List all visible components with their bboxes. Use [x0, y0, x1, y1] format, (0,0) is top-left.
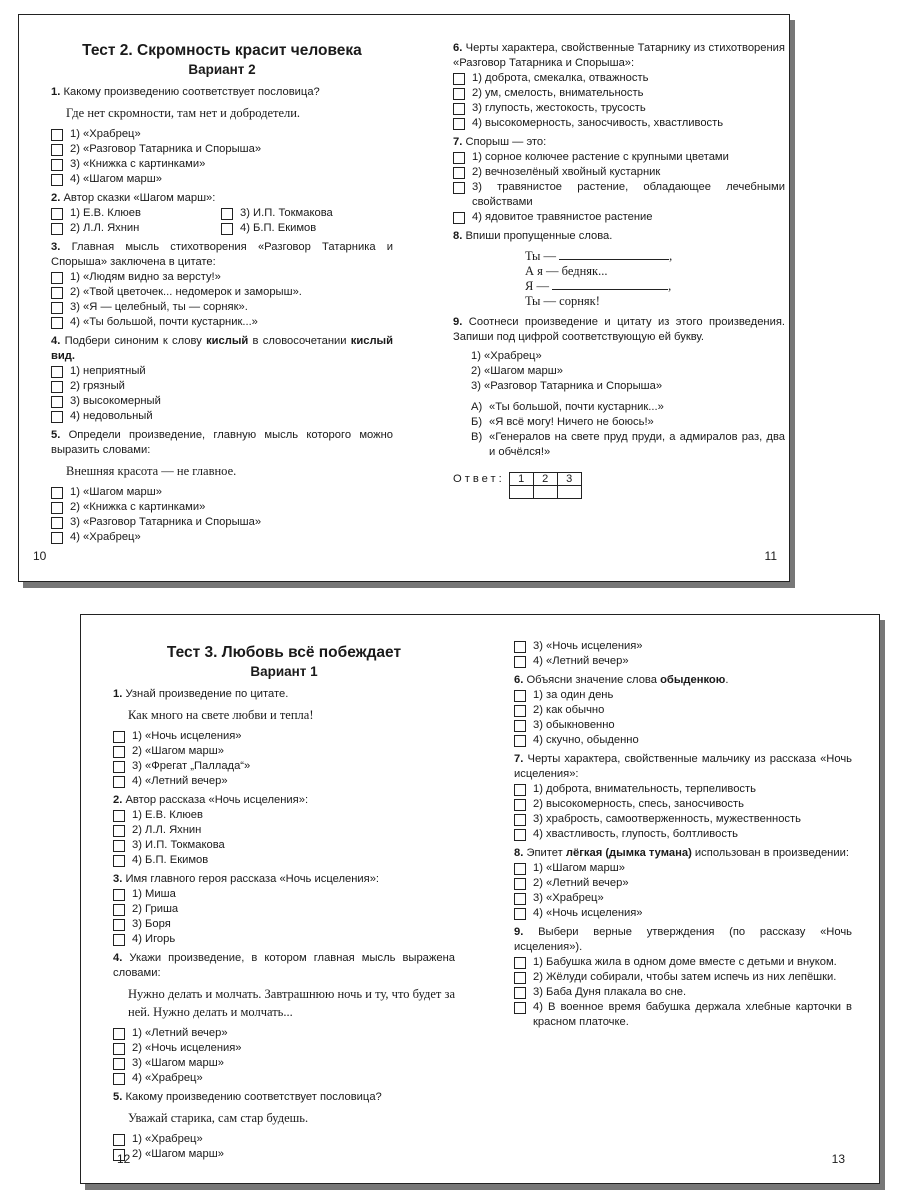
checkbox[interactable]	[113, 810, 125, 822]
answer-option[interactable]: 2) высокомерность, спесь, заносчивость	[514, 797, 852, 812]
answer-option[interactable]: 2) «Шагом марш»	[113, 744, 455, 759]
answer-option[interactable]: 1) «Храбрец»	[113, 1132, 455, 1147]
question-number: 1.	[113, 688, 123, 700]
checkbox[interactable]	[453, 73, 465, 85]
proverb-quote: Где нет скромности, там нет и добродетели.	[66, 106, 301, 120]
answer-option[interactable]: 2) как обычно	[514, 703, 852, 718]
quote: Нужно делать и молчать. Завтрашнюю ночь и ту, что будет за ней. Нужно делать и молчать...	[128, 987, 455, 1019]
checkbox[interactable]	[113, 776, 125, 788]
checkbox[interactable]	[113, 919, 125, 931]
question-text: Черты характера, свойственные мальчику из рассказа «Ночь исцеления»:	[514, 753, 853, 780]
answer-option[interactable]: 1) «Шагом марш»	[514, 861, 852, 876]
answer-col-header: 1	[509, 473, 533, 486]
answer-option[interactable]: 4) «Ночь исцеления»	[514, 906, 852, 921]
test-title: Тест 2. Скромность красит человека	[82, 42, 362, 59]
answer-option[interactable]: 3) обыкновенно	[514, 718, 852, 733]
answer-option[interactable]: 2) ум, смелость, внимательность	[453, 86, 785, 101]
question-7	[453, 135, 785, 225]
answer-option[interactable]: 3) «Книжка с картинками»	[51, 157, 393, 172]
answer-option[interactable]: 3) Боря	[113, 917, 455, 932]
checkbox[interactable]	[51, 174, 63, 186]
answer-option[interactable]: 4) высокомерность, заносчивость, хвастливость	[453, 116, 785, 131]
checkbox[interactable]	[51, 302, 63, 314]
answer-label: Ответ:	[453, 473, 505, 485]
question-number: 8.	[514, 847, 524, 859]
checkbox[interactable]	[514, 987, 526, 999]
answer-option[interactable]: 4) Б.П. Екимов	[113, 853, 455, 868]
question-number: 7.	[514, 753, 524, 765]
checkbox[interactable]	[113, 761, 125, 773]
question-text: Соотнеси произведение и цитату из этого произведения. Запиши под цифрой соответствующую ей букву.	[453, 316, 786, 343]
page-number-right: 11	[764, 549, 777, 563]
quotes-list: А) «Ты большой, почти кустарник...» Б) «Я всё могу! Ничего не боюсь!» В) «Генералов на свете пруд пруди, а адмиралов раз, два и обчёлся!»	[471, 401, 785, 458]
answer-option[interactable]: 3) «Фрегат „Паллада“»	[113, 759, 455, 774]
answer-option[interactable]: 4) Игорь	[113, 932, 455, 947]
answer-option[interactable]: 3) Баба Дуня плакала во сне.	[514, 985, 852, 1000]
question-text: Какому произведению соответствует пословица?	[63, 86, 320, 98]
answer-option[interactable]: 2) Гриша	[113, 902, 455, 917]
answer-option[interactable]: 2) «Книжка с картинками»	[51, 500, 393, 515]
question-text: Впиши пропущенные слова.	[465, 230, 613, 242]
blank-line-2[interactable]	[552, 289, 668, 290]
answer-option[interactable]: 1) сорное колючее растение с крупными цветами	[453, 150, 785, 165]
checkbox[interactable]	[113, 1058, 125, 1070]
checkbox[interactable]	[113, 746, 125, 758]
quote: Как много на свете любви и тепла!	[128, 708, 314, 722]
question-number: 8.	[453, 230, 463, 242]
question-5-continued	[514, 639, 852, 669]
answer-option[interactable]: 1) за один день	[514, 688, 852, 703]
checkbox[interactable]	[51, 487, 63, 499]
answer-cell[interactable]	[533, 486, 557, 499]
answer-option[interactable]: 3) храбрость, самоотверженность, мужественность	[514, 812, 852, 827]
answer-option[interactable]: 2) «Шагом марш»	[113, 1147, 455, 1162]
question-2	[113, 793, 455, 868]
answer-col-header: 3	[557, 473, 581, 486]
question-6	[453, 41, 785, 131]
checkbox[interactable]	[514, 1002, 526, 1014]
question-8	[453, 229, 785, 309]
answer-option[interactable]: 1) Е.В. Клюев	[51, 206, 221, 221]
answer-col-header: 2	[533, 473, 557, 486]
answer-option[interactable]: 3) «Разговор Татарника и Спорыша»	[51, 515, 393, 530]
checkbox[interactable]	[514, 641, 526, 653]
left-page	[51, 41, 393, 545]
question-1	[113, 687, 455, 789]
variant-label: Вариант 1	[250, 664, 318, 679]
answer-option[interactable]: 3) «Я — целебный, ты — сорняк».	[51, 300, 393, 315]
answer-option[interactable]: 4) хвастливость, глупость, болтливость	[514, 827, 852, 842]
question-number: 2.	[113, 794, 123, 806]
answer-option[interactable]: 2) Л.Л. Яхнин	[51, 221, 221, 236]
question-number: 3.	[51, 241, 61, 253]
answer-cell[interactable]	[509, 486, 533, 499]
checkbox[interactable]	[113, 731, 125, 743]
checkbox[interactable]	[514, 893, 526, 905]
answer-table	[509, 472, 582, 499]
question-9	[453, 315, 785, 499]
checkbox[interactable]	[51, 272, 63, 284]
page-spread-test-3	[80, 614, 880, 1184]
answer-option[interactable]: 1) «Шагом марш»	[51, 485, 393, 500]
page-number-left: 12	[117, 1152, 131, 1166]
question-5	[51, 428, 393, 545]
checkbox[interactable]	[514, 720, 526, 732]
question-3	[113, 872, 455, 947]
quote: Внешняя красота — не главное.	[66, 464, 237, 478]
question-number: 5.	[51, 429, 61, 441]
checkbox[interactable]	[514, 972, 526, 984]
question-number: 4.	[113, 952, 123, 964]
question-4	[113, 951, 455, 1086]
question-4: 4. Подбери синоним к слову кислый в словосочетании кислый вид. 1) неприятный 2) грязный 3) высокомерный 4) недовольный	[51, 335, 393, 422]
checkbox[interactable]	[113, 1073, 125, 1085]
answer-option[interactable]: 4) скучно, обыденно	[514, 733, 852, 748]
checkbox[interactable]	[51, 159, 63, 171]
answer-option[interactable]: 1) доброта, смекалка, отважность	[453, 71, 785, 86]
answer-grid	[453, 472, 785, 499]
checkbox[interactable]	[51, 411, 63, 423]
question-text: Узнай произведение по цитате.	[125, 688, 289, 700]
checkbox[interactable]	[453, 88, 465, 100]
question-number: 5.	[113, 1091, 123, 1103]
answer-option[interactable]: 4) «Летний вечер»	[113, 774, 455, 789]
question-2	[51, 191, 393, 236]
question-1	[51, 85, 393, 187]
question-3	[51, 240, 393, 330]
answer-option[interactable]: 4) «Ты большой, почти кустарник...»	[51, 315, 393, 330]
checkbox[interactable]	[453, 167, 465, 179]
checkbox[interactable]	[453, 152, 465, 164]
checkbox[interactable]	[453, 118, 465, 130]
checkbox[interactable]	[113, 889, 125, 901]
question-6: 6. Объясни значение слова обыденкою. 1) за один день 2) как обычно 3) обыкновенно 4) скучно, обыденно	[514, 673, 852, 748]
question-number: 9.	[514, 926, 524, 938]
poem-fill-in: Ты — , А я — бедняк... Я — , Ты — сорняк!	[525, 249, 673, 308]
question-number: 2.	[51, 192, 61, 204]
answer-option[interactable]: 2) «Разговор Татарника и Спорыша»	[51, 142, 393, 157]
answer-option[interactable]: 2) вечнозелёный хвойный кустарник	[453, 165, 785, 180]
checkbox[interactable]	[514, 908, 526, 920]
checkbox[interactable]	[453, 103, 465, 115]
answer-option[interactable]: 4) недовольный	[51, 409, 393, 424]
answer-option[interactable]: 1) доброта, внимательность, терпеливость	[514, 782, 852, 797]
checkbox[interactable]	[51, 287, 63, 299]
checkbox[interactable]	[514, 656, 526, 668]
question-number: 1.	[51, 86, 61, 98]
page-number-left: 10	[33, 549, 47, 563]
question-text: Укажи произведение, в котором главная мысль выражена словами:	[113, 952, 456, 979]
question-number: 6.	[453, 42, 463, 54]
answer-option[interactable]: 1) «Храбрец»	[51, 127, 393, 142]
question-8: 8. Эпитет лёгкая (дымка тумана) использован в произведении: 1) «Шагом марш» 2) «Летний вечер» 3) «Храбрец» 4) «Ночь исцеления»	[514, 846, 852, 921]
checkbox[interactable]	[51, 396, 63, 408]
answer-option[interactable]: 3) травянистое растение, обладающее лечебными свойствами	[453, 180, 785, 210]
answer-option[interactable]: 3) «Ночь исцеления»	[514, 639, 852, 654]
answer-option[interactable]: 3) «Храбрец»	[514, 891, 852, 906]
left-page	[113, 643, 455, 1162]
question-number: 6.	[514, 674, 524, 686]
checkbox[interactable]	[514, 814, 526, 826]
answer-option[interactable]: 2) «Летний вечер»	[514, 876, 852, 891]
question-number: 3.	[113, 873, 123, 885]
checkbox[interactable]	[113, 855, 125, 867]
checkbox[interactable]	[514, 705, 526, 717]
page-number-right: 13	[831, 1152, 845, 1166]
checkbox[interactable]	[113, 934, 125, 946]
question-text: Имя главного героя рассказа «Ночь исцеления»:	[125, 873, 380, 885]
answer-cell[interactable]	[557, 486, 581, 499]
answer-option[interactable]: 2) Л.Л. Яхнин	[113, 823, 455, 838]
answer-option[interactable]: 3) «Шагом марш»	[113, 1056, 455, 1071]
answer-option[interactable]: 4) В военное время бабушка держала хлебные карточки в красном платочке.	[514, 1000, 852, 1030]
answer-option[interactable]: 4) Б.П. Екимов	[221, 221, 391, 236]
right-page	[514, 639, 852, 1030]
answer-option[interactable]: 1) Е.В. Клюев	[113, 808, 455, 823]
checkbox[interactable]	[113, 825, 125, 837]
answer-option[interactable]: 1) «Летний вечер»	[113, 1026, 455, 1041]
checkbox[interactable]	[514, 878, 526, 890]
page-spread-test-2	[18, 14, 790, 582]
checkbox[interactable]	[113, 840, 125, 852]
checkbox[interactable]	[514, 784, 526, 796]
checkbox[interactable]	[453, 182, 465, 194]
answer-option[interactable]: 3) глупость, жестокость, трусость	[453, 101, 785, 116]
checkbox[interactable]	[514, 690, 526, 702]
question-number: 7.	[453, 136, 463, 148]
blank-line-1[interactable]	[559, 259, 669, 260]
answer-option[interactable]: 3) И.П. Токмакова	[113, 838, 455, 853]
answer-option[interactable]: 1) «Ночь исцеления»	[113, 729, 455, 744]
checkbox[interactable]	[453, 212, 465, 224]
question-number: 9.	[453, 316, 463, 328]
checkbox[interactable]	[113, 1043, 125, 1055]
answer-option[interactable]: 3) высокомерный	[51, 394, 393, 409]
question-text: Автор рассказа «Ночь исцеления»:	[125, 794, 309, 806]
answer-option[interactable]: 2) «Ночь исцеления»	[113, 1041, 455, 1056]
checkbox[interactable]	[51, 144, 63, 156]
question-text: Спорыш — это:	[465, 136, 547, 148]
checkbox[interactable]	[113, 1134, 125, 1146]
proverb-quote: Уважай старика, сам стар будешь.	[128, 1111, 309, 1125]
answer-option[interactable]: 3) И.П. Токмакова	[221, 206, 391, 221]
right-page	[453, 41, 785, 499]
checkbox[interactable]	[51, 381, 63, 393]
question-7	[514, 752, 852, 842]
answer-option[interactable]: 4) «Храбрец»	[51, 530, 393, 545]
checkbox[interactable]	[51, 366, 63, 378]
checkbox[interactable]	[51, 517, 63, 529]
question-text: Определи произведение, главную мысль которого можно выразить словами:	[51, 429, 393, 456]
checkbox[interactable]	[514, 863, 526, 875]
checkbox[interactable]	[51, 208, 63, 220]
answer-option[interactable]: 2) Жёлуди собирали, чтобы затем испечь из них лепёшки.	[514, 970, 852, 985]
answer-option[interactable]: 1) Бабушка жила в одном доме вместе с детьми и внуком.	[514, 955, 852, 970]
question-9	[514, 925, 852, 1030]
question-text: Главная мысль стихотворения «Разговор Татарника и Спорыша» заключена в цитате:	[51, 241, 394, 268]
checkbox[interactable]	[51, 532, 63, 544]
question-text: Выбери верные утверждения (по рассказу «Ночь исцеления»).	[514, 926, 853, 953]
checkbox[interactable]	[51, 129, 63, 141]
checkbox[interactable]	[514, 829, 526, 841]
checkbox[interactable]	[514, 799, 526, 811]
checkbox[interactable]	[221, 208, 233, 220]
works-list: 1) «Храбрец» 2) «Шагом марш» 3) «Разговор Татарника и Спорыша»	[471, 350, 663, 392]
test-title: Тест 3. Любовь всё побеждает	[166, 644, 402, 661]
question-text: Черты характера, свойственные Татарнику из стихотворения «Разговор Татарника и Спорыша»:	[453, 42, 785, 69]
checkbox[interactable]	[51, 317, 63, 329]
question-5	[113, 1090, 455, 1162]
question-text: Автор сказки «Шагом марш»:	[63, 192, 216, 204]
answer-option[interactable]: 4) «Шагом марш»	[51, 172, 393, 187]
answer-option[interactable]: 2) «Твой цветочек... недомерок и заморыш».	[51, 285, 393, 300]
question-number: 4.	[51, 335, 61, 347]
answer-option[interactable]: 4) «Летний вечер»	[514, 654, 852, 669]
question-text: Какому произведению соответствует пословица?	[125, 1091, 382, 1103]
checkbox[interactable]	[221, 223, 233, 235]
answer-option[interactable]: 1) «Людям видно за версту!»	[51, 270, 393, 285]
answer-option[interactable]: 4) ядовитое травянистое растение	[453, 210, 785, 225]
checkbox[interactable]	[113, 904, 125, 916]
checkbox[interactable]	[113, 1028, 125, 1040]
variant-label: Вариант 2	[188, 62, 256, 77]
checkbox[interactable]	[51, 502, 63, 514]
answer-option[interactable]: 2) грязный	[51, 379, 393, 394]
checkbox[interactable]	[514, 957, 526, 969]
checkbox[interactable]	[51, 223, 63, 235]
checkbox[interactable]	[514, 735, 526, 747]
answer-option[interactable]: 4) «Храбрец»	[113, 1071, 455, 1086]
answer-option[interactable]: 1) неприятный	[51, 364, 393, 379]
answer-option[interactable]: 1) Миша	[113, 887, 455, 902]
